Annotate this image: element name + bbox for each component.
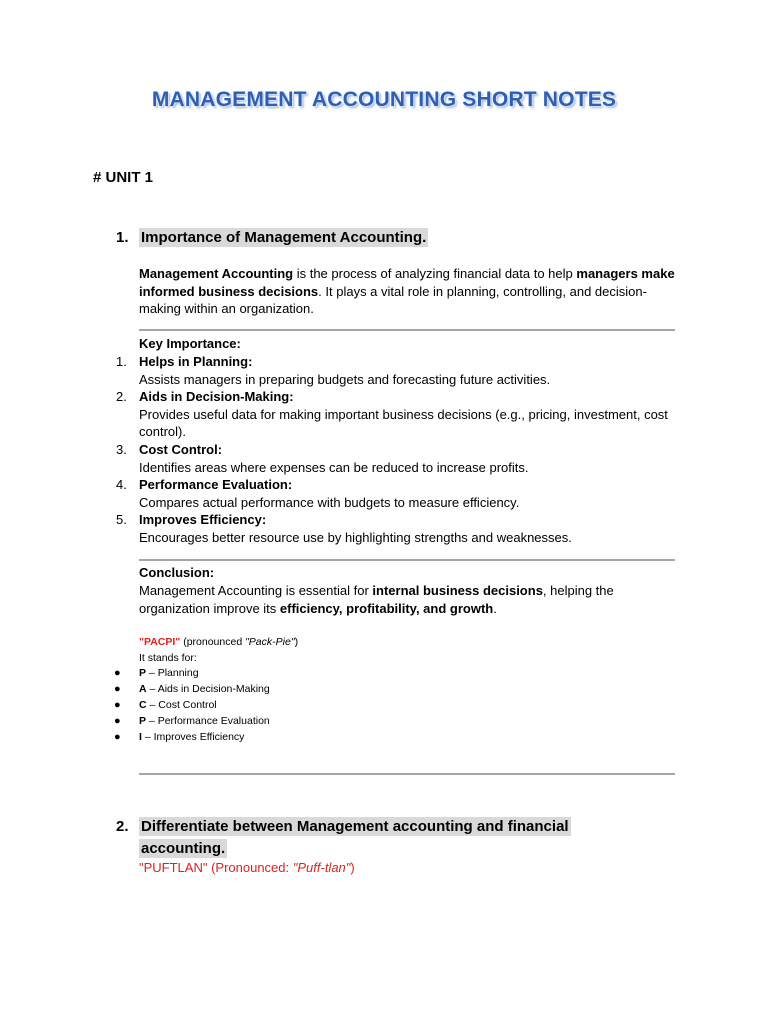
mnemonic-line (139, 634, 298, 650)
list-item (116, 476, 676, 511)
section-2-title-line-1: Differentiate between Management accounting and financial (141, 818, 569, 835)
mnemonic-pronunciation: "Pack-Pie" (245, 636, 295, 648)
mnemonic-list-item (114, 665, 270, 681)
list-item-heading: Helps in Planning: (139, 354, 253, 369)
mnemonic-letter: C (139, 699, 147, 711)
list-item (116, 388, 676, 441)
mnemonic-list-item (114, 729, 270, 745)
mnemonic-stands-for: It stands for: (139, 652, 197, 664)
conclusion-emphasis-2: efficiency, profitability, and growth (279, 600, 494, 616)
mnemonic-letter: I (139, 731, 142, 743)
mnemonic-meaning: – Cost Control (146, 699, 217, 711)
unit-heading: # UNIT 1 (93, 169, 154, 186)
list-item-number: 1. (116, 354, 127, 369)
mnemonic-list-item (114, 681, 270, 697)
list-item-number: 3. (116, 441, 127, 457)
section-1-number: 1. (116, 229, 129, 246)
section-1-heading (116, 227, 428, 249)
mnemonic-meaning: – Performance Evaluation (146, 715, 270, 727)
mnemonic-meaning: – Improves Efficiency (141, 731, 245, 743)
mnemonic-meaning: – Planning (146, 667, 199, 679)
section-2-mnemonic (139, 860, 355, 875)
list-item-description: Compares actual performance with budgets to measure efficiency. (139, 494, 520, 510)
intro-emphasis: managers make informed business decisions (139, 266, 675, 299)
mnemonic-letter: A (139, 683, 147, 695)
section-2-title-line-2: accounting. (141, 840, 226, 857)
mnemonic-list-item (114, 713, 270, 729)
list-item-heading: Performance Evaluation: (139, 477, 293, 493)
list-item-description: Encourages better resource use by highlighting strengths and weaknesses. (139, 529, 572, 545)
mnemonic-list (114, 665, 270, 745)
conclusion-text-1: Management Accounting is essential for (139, 583, 373, 598)
mnemonic-letter: P (139, 715, 147, 727)
list-item-number: 4. (116, 477, 127, 493)
horizontal-rule (139, 773, 675, 775)
mnemonic-pron-prefix: (Pronounced: (207, 860, 293, 875)
intro-text-2: . It plays a vital role in planning, controlling, and decision-making within an organization. (139, 283, 647, 317)
section-2-number: 2. (116, 818, 129, 835)
conclusion-text (139, 582, 679, 617)
horizontal-rule (139, 559, 675, 561)
bullet-icon: ● (114, 731, 121, 743)
bullet-icon: ● (114, 699, 121, 711)
key-importance-title: Key Importance: (139, 336, 241, 351)
section-1-title: Importance of Management Accounting. (141, 229, 427, 246)
conclusion-title: Conclusion: (139, 565, 215, 580)
list-item (116, 441, 676, 476)
list-item (116, 511, 676, 546)
key-importance-list (116, 353, 676, 547)
horizontal-rule (139, 329, 675, 331)
list-item-heading: Aids in Decision-Making: (139, 389, 294, 405)
list-item (116, 353, 676, 388)
mnemonic-word: "PACPI" (139, 636, 181, 648)
mnemonic-letter: P (139, 667, 147, 679)
mnemonic-block (139, 634, 298, 666)
section-2-heading (116, 816, 616, 860)
conclusion-text-2: , helping the organization improve its (139, 583, 614, 616)
section-1-intro (139, 265, 679, 318)
mnemonic-list-item (114, 697, 270, 713)
list-item-number: 2. (116, 389, 127, 405)
mnemonic-pronunciation: "Puff-tlan" (292, 860, 351, 875)
mnemonic-word: "PUFTLAN" (139, 860, 208, 875)
list-item-description: Provides useful data for making important business decisions (e.g., pricing, investment, cost control). (139, 406, 668, 440)
list-item-description: Identifies areas where expenses can be reduced to increase profits. (139, 459, 529, 475)
document-title: MANAGEMENT ACCOUNTING SHORT NOTES (151, 88, 617, 111)
mnemonic-meaning: – Aids in Decision-Making (146, 683, 270, 695)
list-item-heading: Cost Control: (139, 441, 223, 457)
list-item-heading: Improves Efficiency: (139, 512, 267, 528)
list-item-description: Assists managers in preparing budgets and forecasting future activities. (139, 371, 551, 387)
list-item-number: 5. (116, 512, 127, 528)
mnemonic-pron-prefix: (pronounced (180, 636, 246, 648)
mnemonic-pron-suffix: ) (350, 860, 355, 875)
conclusion-emphasis-1: internal business decisions (372, 583, 543, 598)
mnemonic-pron-suffix: ) (294, 636, 299, 648)
bullet-icon: ● (114, 715, 121, 727)
intro-text-1: is the process of analyzing financial data to help (293, 266, 577, 281)
bullet-icon: ● (114, 683, 121, 695)
intro-term: Management Accounting (139, 266, 294, 281)
bullet-icon: ● (114, 667, 121, 679)
conclusion-text-3: . (493, 600, 497, 616)
